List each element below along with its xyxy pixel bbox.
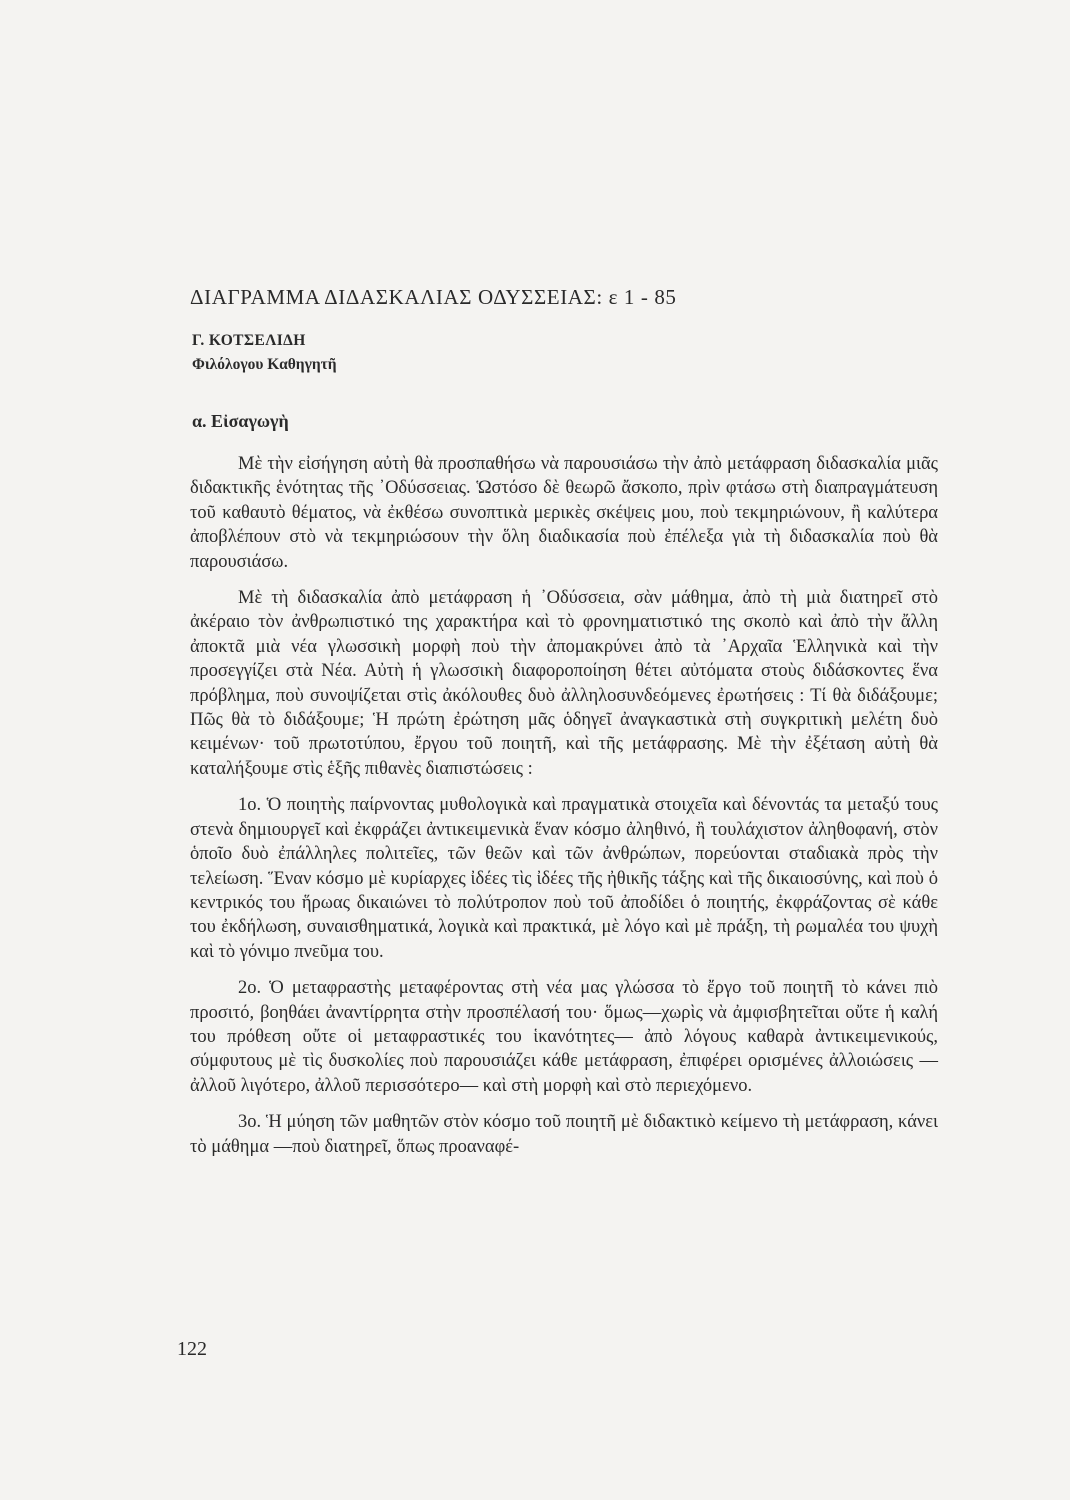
paragraph: Μὲ τὴν εἰσήγηση αὐτὴ θὰ προσπαθήσω νὰ παρουσιάσω τὴν ἀπὸ μετάφραση διδασκαλία μιᾶς διδακτικῆς ἑνότητας τῆς ᾿Οδύσσειας. Ὡστόσο δὲ θεωρῶ ἄσκοπο, πρὶν φτάσω στὴ διαπραγμάτευση τοῦ καθαυτὸ θέματος, νὰ ἐκθέσω συνοπτικὰ μερικὲς σκέψεις μου, ποὺ τεκμηριώνουν, ἢ καλύτερα ἀποβλέπουν στὸ νὰ τεκμηριώσουν τὴν ὅλη διαδικασία ποὺ ἐπέλεξα γιὰ τὴ διδασκαλία ποὺ θὰ παρουσιάσω. — [190, 454, 938, 572]
paragraph: Μὲ τὴ διδασκαλία ἀπὸ μετάφραση ἡ ᾿Οδύσσεια, σὰν μάθημα, ἀπὸ τὴ μιὰ διατηρεῖ στὸ ἀκέραιο τὸν ἀνθρωπιστικό της χαρακτήρα καὶ τὸ φρονηματιστικό της σκοπὸ καὶ ἀπὸ τὴν ἄλλη ἀποκτᾶ μιὰ νέα γλωσσικὴ μορφὴ ποὺ τὴν ἀπομακρύνει ἀπὸ τὰ ᾿Αρχαῖα Ἑλληνικὰ καὶ τὴν προσεγγίζει στὰ Νέα. Αὐτὴ ἡ γλωσσικὴ διαφοροποίηση θέτει αὐτόματα στοὺς διδάσκοντες ἕνα πρόβλημα, ποὺ συνοψίζεται στὶς ἀκόλουθες δυὸ ἀλληλοσυνδεόμενες ἐρωτήσεις : Τί θὰ διδάξουμε; Πῶς θὰ τὸ διδάξουμε; Ἡ πρώτη ἐρώτηση μᾶς ὁδηγεῖ ἀναγκαστικὰ στὴ συγκριτικὴ μελέτη δυὸ κειμένων· τοῦ πρωτοτύπου, ἔργου τοῦ ποιητῆ, καὶ τῆς μετάφρασης. Μὲ τὴν ἐξέταση αὐτὴ θὰ καταλήξουμε στὶς ἑξῆς πιθανὲς διαπιστώσεις : — [190, 588, 938, 779]
page-number: 122 — [177, 1338, 207, 1360]
document-title: ΔΙΑΓΡΑΜΜΑ ΔΙΔΑΣΚΑΛΙΑΣ ΟΔΥΣΣΕΙΑΣ: ε 1 - 85 — [190, 285, 677, 309]
paragraph: 2ο. Ὁ μεταφραστὴς μεταφέροντας στὴ νέα μας γλώσσα τὸ ἔργο τοῦ ποιητῆ τὸ κάνει πιὸ προσιτό, βοηθάει ἀναντίρρητα στὴν προσπέλασή του· ὅμως—χωρὶς νὰ ἀμφισβητεῖται οὔτε ἡ καλή του πρόθεση οὔτε οἱ μεταφραστικές του ἱκανότητες— ἀπὸ λόγους καθαρὰ ἀντικειμενικούς, σύμφυτους μὲ τὶς δυσκολίες ποὺ παρουσιάζει κάθε μετάφραση, ἐπιφέρει ορισμένες ἀλλοιώσεις —ἀλλοῦ λιγότερο, ἀλλοῦ περισσότερο— καὶ στὴ μορφὴ καὶ στὸ περιεχόμενο. — [190, 978, 938, 1096]
paragraph: 3ο. Ἡ μύηση τῶν μαθητῶν στὸν κόσμο τοῦ ποιητῆ μὲ διδακτικὸ κείμενο τὴ μετάφραση, κάνει τὸ μάθημα —ποὺ διατηρεῖ, ὅπως προαναφέ- — [190, 1112, 938, 1157]
author-name: Γ. ΚΟΤΣΕΛΙΔΗ — [192, 332, 306, 349]
body-text — [190, 452, 938, 1171]
paragraph: 1ο. Ὁ ποιητὴς παίρνοντας μυθολογικὰ καὶ πραγματικὰ στοιχεῖα καὶ δένοντάς τα μεταξύ τους στενὰ δημιουργεῖ καὶ ἐκφράζει ἀντικειμενικὰ ἕναν κόσμο ἀληθινό, ἢ τουλάχιστον ἀληθοφανή, στὸν ὁποῖο δυὸ ἐπάλληλες πολιτεῖες, τῶν θεῶν καὶ τῶν ἀνθρώπων, πορεύονται σταδιακὰ πρὸς τὴν τελείωση. Ἕναν κόσμο μὲ κυρίαρχες ἰδέες τὶς ἰδέες τῆς ἠθικῆς τάξης καὶ τῆς δικαιοσύνης, καὶ ποὺ ὁ κεντρικός του ἥρωας δικαιώνει τὸ πολύτροπον ποὺ τοῦ ἀποδίδει ὁ ποιητής, ἐκφράζοντας σὲ κάθε του ἐκδήλωση, συναισθηματικά, λογικὰ καὶ πρακτικά, μὲ λόγο καὶ μὲ πράξη, τὴ ρωμαλέα του ψυχὴ καὶ τὸ γόνιμο πνεῦμα του. — [190, 795, 938, 962]
section-heading: α. Εἰσαγωγὴ — [192, 411, 289, 431]
author-role: Φιλόλογου Καθηγητῆ — [192, 356, 337, 373]
